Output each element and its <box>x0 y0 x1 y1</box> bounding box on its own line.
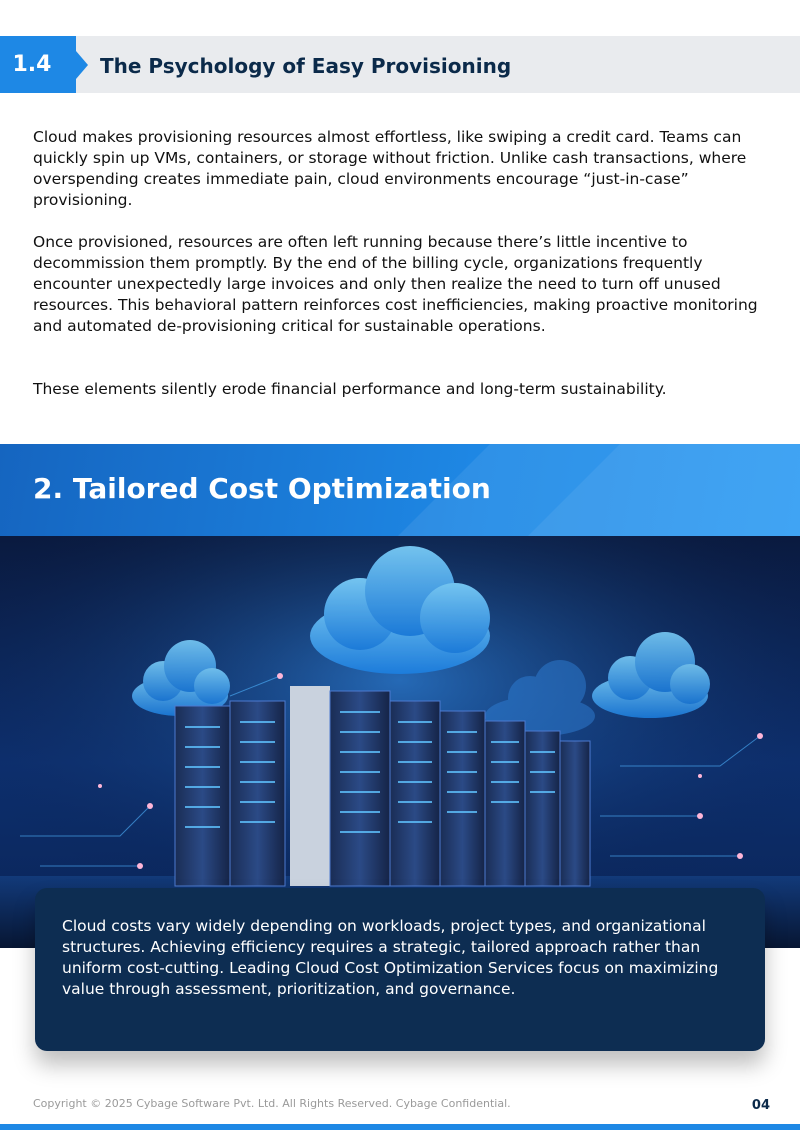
footer-bar <box>0 1124 800 1130</box>
section-header <box>0 36 800 93</box>
cloud-server-illustration <box>0 536 800 948</box>
footer-copyright: Copyright © 2025 Cybage Software Pvt. Ltd. All Rights Reserved. Cybage Confidential. <box>33 1097 511 1110</box>
cloud-datacenter-icon <box>0 536 800 948</box>
body-paragraph: Once provisioned, resources are often left running because there’s little incentive to decommission them promptly. By the end of the billing cycle, organizations frequently encounter unexpectedly large invoices and only then realize the need to turn off unused resources. This behavioral pattern reinforces cost inefficiencies, making proactive monitoring and automated de-provisioning critical for sustainable operations. <box>33 233 758 335</box>
callout-box <box>35 888 765 1051</box>
section-number-box <box>0 36 76 93</box>
body-paragraph: These elements silently erode financial performance and long-term sustainability. <box>33 380 667 398</box>
section-number: 1.4 <box>12 52 52 77</box>
section-number-notch <box>76 51 88 79</box>
body-paragraph: Cloud makes provisioning resources almost effortless, like swiping a credit card. Teams can quickly spin up VMs, containers, or storage without friction. Unlike cash transactions, where overspending creates immediate pain, cloud environments encourage “just-in-case” provisioning. <box>33 128 747 209</box>
callout-text: Cloud costs vary widely depending on workloads, project types, and organizational structures. Achieving efficiency requires a strategic, tailored approach rather than uniform cost-cutting. Leading Cloud Cost Optimization Services focus on maximizing value through assessment, prioritization, and governance. <box>62 917 719 998</box>
page-number: 04 <box>751 1098 770 1113</box>
banner-title: 2. Tailored Cost Optimization <box>33 472 491 505</box>
section-title: The Psychology of Easy Provisioning <box>100 54 512 78</box>
section-banner <box>0 444 800 536</box>
